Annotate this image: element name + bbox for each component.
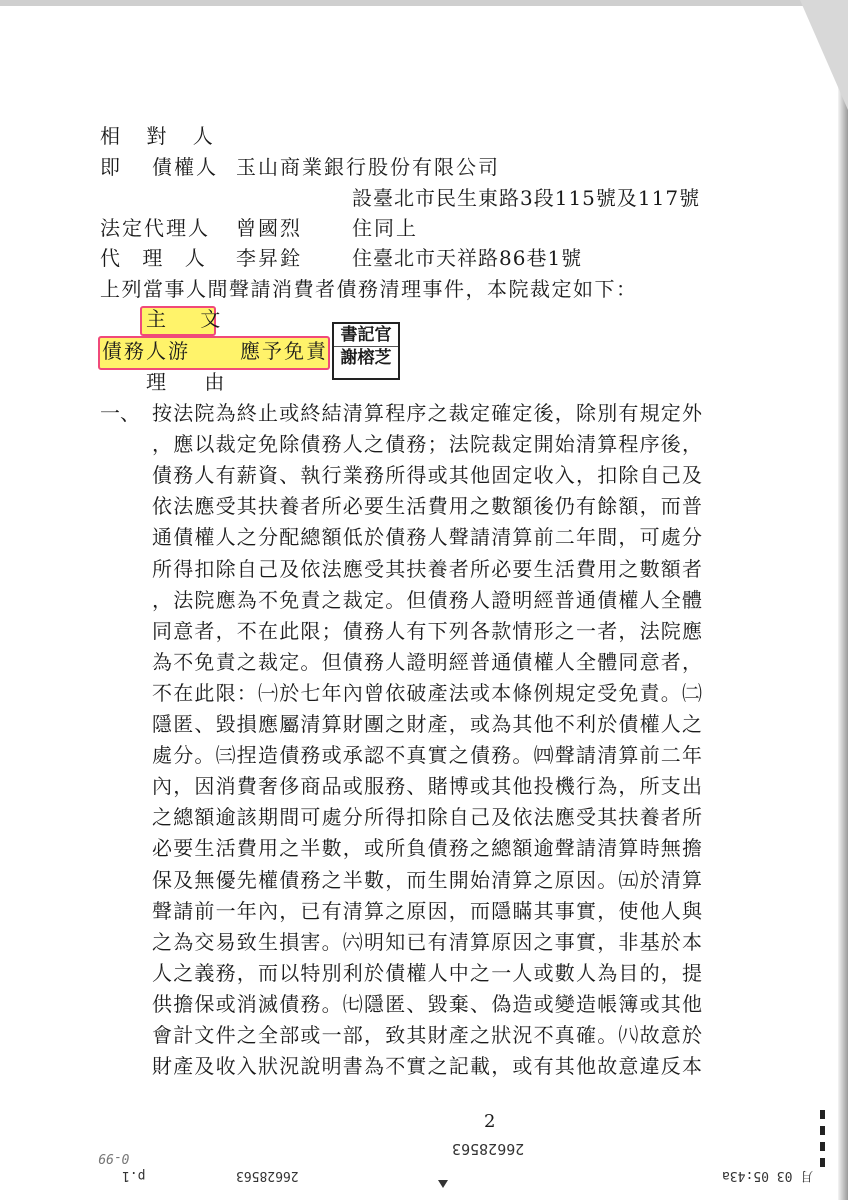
reason-line: 同意者，不在此限；債務人有下列各款情形之一者，法院應 [152, 618, 704, 643]
reason-line: 所得扣除自己及依法應受其扶養者所必要生活費用之數額者 [152, 556, 704, 581]
ruling-result: 應予免責 [240, 339, 328, 363]
reason-line: 財產及收入狀況說明書為不實之記載，或有其他故意違反本 [152, 1054, 704, 1079]
reasons-heading: 理 由 [146, 370, 241, 394]
reason-line: 必要生活費用之半數，或所負債務之總額逾聲請清算時無擔 [152, 836, 704, 861]
respondent-label: 相 對 人 [100, 124, 223, 148]
fax-arrow-icon [438, 1180, 448, 1188]
fax-number: 26628563 [236, 1168, 299, 1183]
reason-line: 按法院為終止或終結清算程序之裁定確定後，除別有規定外 [152, 401, 704, 425]
reason-line: 為不免責之裁定。但債務人證明經普通債權人全體同意者， [152, 649, 704, 674]
reason-line: 供擔保或消滅債務。㈦隱匿、毀棄、偽造或變造帳簿或其他 [152, 991, 704, 1016]
page-number: 2 [484, 1111, 498, 1132]
creditor-name: 玉山商業銀行股份有限公司 [236, 155, 500, 179]
ruling-debtor: 債務人游 [102, 339, 190, 363]
legal-rep-label: 法定代理人 [100, 216, 210, 240]
reason-line: 處分。㈢捏造債務或承認不真實之債務。㈣聲請清算前二年 [152, 743, 704, 768]
item-number: 一、 [100, 401, 140, 425]
scan-mark [820, 1126, 825, 1135]
scan-mark [820, 1142, 825, 1151]
reason-line: 隱匿、毀損應屬清算財團之財產，或為其他不利於債權人之 [152, 712, 704, 736]
reason-line: 聲請前一年內，已有清算之原因，而隱瞞其事實，使他人與 [152, 898, 704, 923]
reason-line: 通債權人之分配總額低於債務人聲請清算前二年間，可處分 [152, 525, 704, 550]
reason-line: 之為交易致生損害。㈥明知已有清算原因之事實，非基於本 [152, 929, 704, 954]
handwritten-note: 0-99 [98, 1150, 130, 1165]
reason-line: 債務人有薪資、執行業務所得或其他固定收入，扣除自己及 [152, 463, 704, 488]
reason-line: ，法院應為不免責之裁定。但債務人證明經普通債權人全體 [152, 587, 704, 612]
agent-address: 住臺北市天祥路86巷1號 [352, 246, 583, 270]
fax-page: p.1 [122, 1168, 146, 1183]
stamp-title: 書記官 [334, 324, 398, 347]
legal-rep-address: 住同上 [352, 216, 418, 240]
legal-rep-name: 曾國烈 [236, 216, 302, 240]
reason-line: 依法應受其扶養者所必要生活費用之數額後仍有餘額，而普 [152, 494, 704, 519]
reason-line: 內，因消費奢侈商品或服務、賭博或其他投機行為，所支出 [152, 774, 704, 799]
stamp-name: 謝榕芝 [340, 348, 392, 368]
scan-mark [820, 1110, 825, 1119]
scan-mark [820, 1158, 825, 1167]
reason-line: ，應以裁定免除債務人之債務；法院裁定開始清算程序後， [152, 432, 704, 457]
creditor-address: 設臺北市民生東路3段115號及117號 [352, 186, 701, 210]
scan-edge-right [838, 0, 848, 1200]
reason-line: 保及無優先權債務之半數，而生開始清算之原因。㈤於清算 [152, 867, 704, 892]
agent-label: 代 理 人 [100, 246, 213, 270]
creditor-label: 債權人 [152, 155, 218, 179]
clerk-seal-stamp [332, 322, 400, 380]
ruling-heading: 主 文 [146, 307, 235, 331]
reason-line: 會計文件之全部或一部，致其財產之狀況不真確。㈧故意於 [152, 1023, 704, 1047]
fax-time: 月 03 05:43a [722, 1168, 814, 1183]
intro-text: 上列當事人間聲請消費者債務清理事件，本院裁定如下： [100, 277, 638, 301]
doc-code: 26628563 [452, 1140, 525, 1158]
reason-line: 人之義務，而以特別利於債權人中之一人或數人為目的，提 [152, 960, 704, 985]
page-curl [800, 0, 848, 110]
reason-line: 之總額逾該期間可處分所得扣除自己及依法應受其扶養者所 [152, 805, 704, 830]
reason-line: 不在此限：㈠於七年內曾依破產法或本條例規定受免責。㈡ [152, 680, 704, 705]
agent-name: 李昇銓 [236, 246, 302, 270]
creditor-prefix: 即 [100, 155, 122, 179]
scan-edge-top [0, 0, 848, 6]
